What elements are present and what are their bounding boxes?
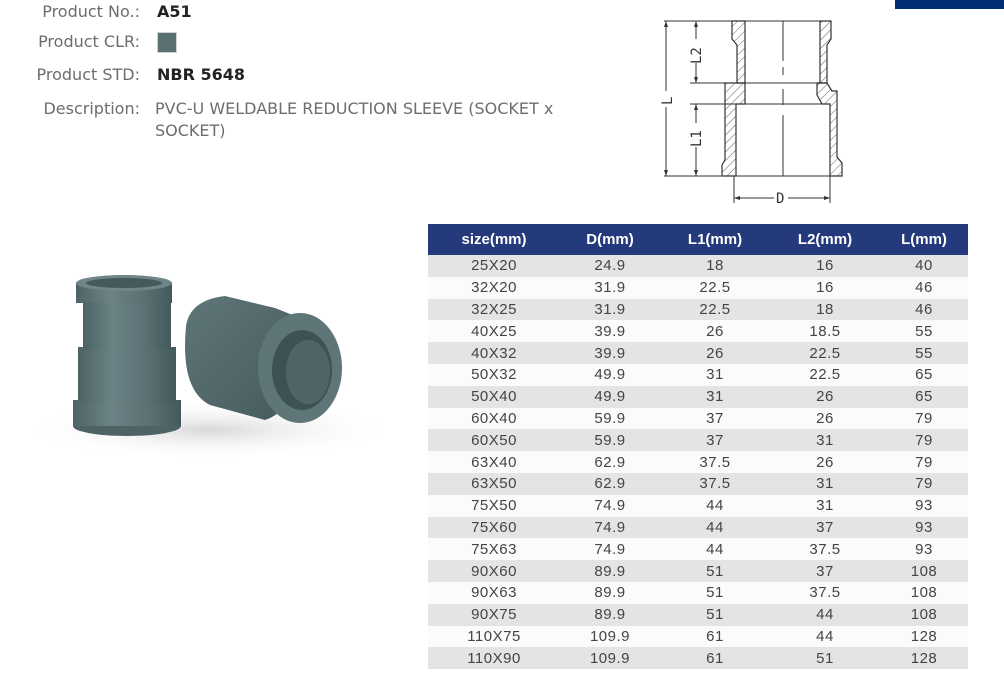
cell-size: 110X90 bbox=[428, 647, 560, 669]
cell-d: 62.9 bbox=[560, 451, 660, 473]
cell-l1: 51 bbox=[660, 582, 770, 604]
product-description-row bbox=[0, 98, 595, 142]
cell-l2: 37 bbox=[770, 517, 880, 539]
cell-l1: 44 bbox=[660, 517, 770, 539]
cell-l2: 16 bbox=[770, 255, 880, 277]
table-row bbox=[428, 560, 968, 582]
cell-l: 65 bbox=[880, 386, 968, 408]
cell-d: 74.9 bbox=[560, 495, 660, 517]
product-color-swatch bbox=[157, 32, 177, 53]
table-row bbox=[428, 364, 968, 386]
cell-size: 90X63 bbox=[428, 582, 560, 604]
cell-size: 75X63 bbox=[428, 538, 560, 560]
table-row bbox=[428, 429, 968, 451]
cell-d: 49.9 bbox=[560, 386, 660, 408]
cell-size: 90X75 bbox=[428, 604, 560, 626]
header-d: D(mm) bbox=[560, 224, 660, 255]
cell-l: 108 bbox=[880, 560, 968, 582]
cell-size: 60X50 bbox=[428, 429, 560, 451]
cell-l2: 44 bbox=[770, 604, 880, 626]
drawing-label-D: D bbox=[776, 191, 785, 207]
cell-d: 74.9 bbox=[560, 538, 660, 560]
cell-l2: 22.5 bbox=[770, 364, 880, 386]
product-number-value: A51 bbox=[157, 2, 192, 21]
cell-size: 75X50 bbox=[428, 495, 560, 517]
cell-l: 65 bbox=[880, 364, 968, 386]
cell-size: 110X75 bbox=[428, 626, 560, 648]
product-description-value: PVC-U WELDABLE REDUCTION SLEEVE (SOCKET x SOCKET) bbox=[155, 99, 554, 140]
cell-l2: 37.5 bbox=[770, 538, 880, 560]
cell-size: 50X32 bbox=[428, 364, 560, 386]
cell-l: 128 bbox=[880, 626, 968, 648]
cell-l: 55 bbox=[880, 320, 968, 342]
cell-d: 39.9 bbox=[560, 342, 660, 364]
cell-d: 74.9 bbox=[560, 517, 660, 539]
table-header-row bbox=[428, 224, 968, 255]
cell-size: 63X40 bbox=[428, 451, 560, 473]
product-description-label: Description: bbox=[43, 99, 140, 118]
cell-size: 50X40 bbox=[428, 386, 560, 408]
cell-l: 128 bbox=[880, 647, 968, 669]
cell-l: 55 bbox=[880, 342, 968, 364]
drawing-label-L1: L1 bbox=[689, 130, 705, 147]
cell-l: 79 bbox=[880, 429, 968, 451]
cell-l1: 51 bbox=[660, 560, 770, 582]
cell-l2: 22.5 bbox=[770, 342, 880, 364]
table-row bbox=[428, 299, 968, 321]
cell-l: 79 bbox=[880, 408, 968, 430]
cell-l2: 37.5 bbox=[770, 582, 880, 604]
top-accent-bar bbox=[895, 0, 1004, 9]
cell-l1: 44 bbox=[660, 538, 770, 560]
cell-l: 79 bbox=[880, 451, 968, 473]
cell-l2: 26 bbox=[770, 451, 880, 473]
cell-l1: 31 bbox=[660, 364, 770, 386]
technical-drawing bbox=[650, 15, 870, 207]
cell-l1: 37 bbox=[660, 408, 770, 430]
cell-d: 62.9 bbox=[560, 473, 660, 495]
cell-d: 109.9 bbox=[560, 647, 660, 669]
cell-d: 39.9 bbox=[560, 320, 660, 342]
cell-l: 46 bbox=[880, 277, 968, 299]
table-row bbox=[428, 517, 968, 539]
cell-d: 89.9 bbox=[560, 582, 660, 604]
table-row bbox=[428, 342, 968, 364]
cell-l1: 37.5 bbox=[660, 473, 770, 495]
header-l1: L1(mm) bbox=[660, 224, 770, 255]
cell-l2: 16 bbox=[770, 277, 880, 299]
cell-l1: 26 bbox=[660, 342, 770, 364]
table-row bbox=[428, 647, 968, 669]
cell-d: 31.9 bbox=[560, 299, 660, 321]
product-number-label: Product No.: bbox=[42, 2, 140, 21]
table-row bbox=[428, 495, 968, 517]
cell-l2: 44 bbox=[770, 626, 880, 648]
cell-d: 59.9 bbox=[560, 408, 660, 430]
cell-l1: 61 bbox=[660, 647, 770, 669]
cell-size: 40X25 bbox=[428, 320, 560, 342]
table-row bbox=[428, 626, 968, 648]
header-size: size(mm) bbox=[428, 224, 560, 255]
cell-size: 60X40 bbox=[428, 408, 560, 430]
cell-d: 49.9 bbox=[560, 364, 660, 386]
cell-l: 79 bbox=[880, 473, 968, 495]
table-body bbox=[428, 255, 968, 669]
header-l2: L2(mm) bbox=[770, 224, 880, 255]
cell-l: 108 bbox=[880, 604, 968, 626]
cell-size: 75X60 bbox=[428, 517, 560, 539]
cell-l1: 22.5 bbox=[660, 299, 770, 321]
cell-l1: 22.5 bbox=[660, 277, 770, 299]
cell-l2: 31 bbox=[770, 473, 880, 495]
product-standard-row bbox=[0, 64, 245, 86]
cell-size: 32X25 bbox=[428, 299, 560, 321]
cell-l1: 37 bbox=[660, 429, 770, 451]
cell-d: 59.9 bbox=[560, 429, 660, 451]
cell-l: 93 bbox=[880, 495, 968, 517]
cell-l: 108 bbox=[880, 582, 968, 604]
cell-d: 31.9 bbox=[560, 277, 660, 299]
cell-l2: 26 bbox=[770, 408, 880, 430]
header-l: L(mm) bbox=[880, 224, 968, 255]
table-row bbox=[428, 277, 968, 299]
product-color-row bbox=[0, 31, 177, 53]
cell-l2: 26 bbox=[770, 386, 880, 408]
cell-l1: 26 bbox=[660, 320, 770, 342]
cell-l2: 31 bbox=[770, 429, 880, 451]
cell-l1: 61 bbox=[660, 626, 770, 648]
product-number-row bbox=[0, 1, 192, 23]
cell-size: 25X20 bbox=[428, 255, 560, 277]
drawing-label-L: L bbox=[660, 96, 676, 105]
cell-l1: 37.5 bbox=[660, 451, 770, 473]
product-color-label: Product CLR: bbox=[38, 32, 140, 51]
table-row bbox=[428, 386, 968, 408]
cell-l1: 51 bbox=[660, 604, 770, 626]
cell-l1: 18 bbox=[660, 255, 770, 277]
table-row bbox=[428, 582, 968, 604]
table-row bbox=[428, 538, 968, 560]
product-standard-value: NBR 5648 bbox=[157, 65, 246, 84]
cell-l2: 18.5 bbox=[770, 320, 880, 342]
table-row bbox=[428, 451, 968, 473]
table-row bbox=[428, 408, 968, 430]
product-standard-label: Product STD: bbox=[36, 65, 140, 84]
cell-size: 90X60 bbox=[428, 560, 560, 582]
cell-l: 93 bbox=[880, 538, 968, 560]
drawing-label-L2: L2 bbox=[689, 47, 705, 64]
cell-d: 109.9 bbox=[560, 626, 660, 648]
product-photo bbox=[0, 230, 410, 490]
cell-l: 93 bbox=[880, 517, 968, 539]
cell-l2: 51 bbox=[770, 647, 880, 669]
cell-d: 24.9 bbox=[560, 255, 660, 277]
cell-size: 63X50 bbox=[428, 473, 560, 495]
cell-d: 89.9 bbox=[560, 604, 660, 626]
cell-d: 89.9 bbox=[560, 560, 660, 582]
cell-l1: 31 bbox=[660, 386, 770, 408]
cell-l1: 44 bbox=[660, 495, 770, 517]
spec-table bbox=[428, 224, 968, 669]
cell-l2: 31 bbox=[770, 495, 880, 517]
cell-l2: 18 bbox=[770, 299, 880, 321]
table-row bbox=[428, 604, 968, 626]
cell-l: 46 bbox=[880, 299, 968, 321]
cell-l2: 37 bbox=[770, 560, 880, 582]
cell-size: 32X20 bbox=[428, 277, 560, 299]
table-row bbox=[428, 320, 968, 342]
table-row bbox=[428, 255, 968, 277]
table-row bbox=[428, 473, 968, 495]
cell-size: 40X32 bbox=[428, 342, 560, 364]
cell-l: 40 bbox=[880, 255, 968, 277]
